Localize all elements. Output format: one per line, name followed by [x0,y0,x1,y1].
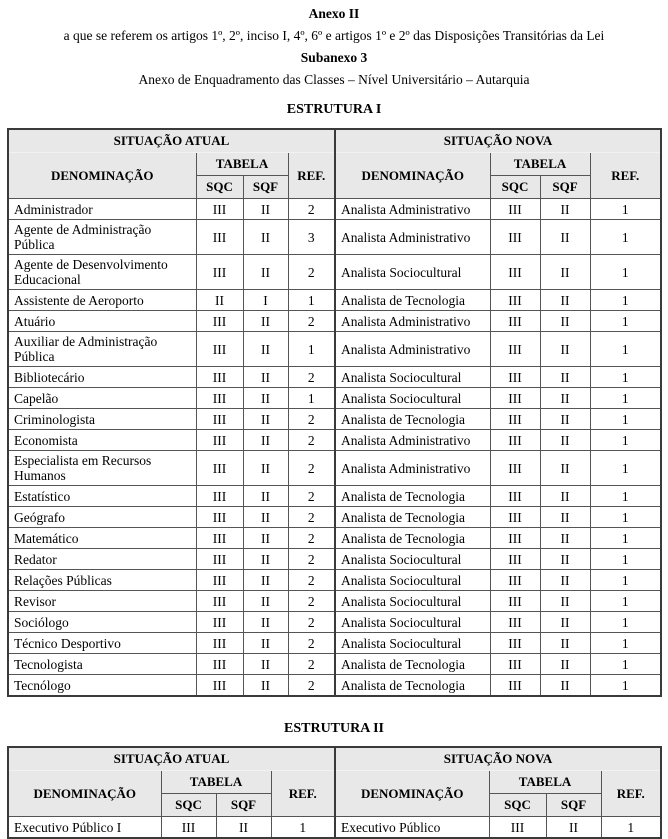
denominacao-cell: Agente de Administração Pública [8,220,196,255]
value-cell: II [243,528,288,549]
column-header-denominacao-atual: DENOMINAÇÃO [8,153,196,199]
value-cell: III [196,451,243,486]
header-situacao-nova: SITUAÇÃO NOVA [335,747,661,771]
table-row [8,591,661,612]
value-cell: 1 [590,199,661,220]
value-cell: 2 [288,486,335,507]
value-cell: 1 [590,332,661,367]
value-cell: II [243,367,288,388]
column-header-tabela-atual: TABELA [196,153,288,176]
value-cell: II [540,549,590,570]
value-cell: II [540,311,590,332]
denominacao-cell: Analista Sociocultural [335,570,490,591]
value-cell: II [243,451,288,486]
value-cell: 1 [590,311,661,332]
value-cell: III [196,367,243,388]
denominacao-cell: Analista Administrativo [335,311,490,332]
denominacao-cell: Analista Administrativo [335,451,490,486]
value-cell: II [540,388,590,409]
value-cell: II [243,507,288,528]
value-cell: 2 [288,633,335,654]
denominacao-cell: Analista Sociocultural [335,612,490,633]
column-header-sqf-nova: SQF [546,794,601,817]
value-cell: 2 [288,654,335,675]
value-cell: 1 [590,290,661,311]
column-header-sqf-atual: SQF [216,794,271,817]
value-cell: III [490,430,540,451]
value-cell: III [196,430,243,451]
table-row [8,486,661,507]
denominacao-cell: Criminologista [8,409,196,430]
value-cell: III [490,507,540,528]
table-row [8,654,661,675]
column-header-sqf-atual: SQF [243,176,288,199]
value-cell: 1 [601,817,661,839]
value-cell: 1 [288,290,335,311]
value-cell: III [490,199,540,220]
table-row [8,430,661,451]
column-header-tabela-atual: TABELA [161,771,271,794]
column-header-sqc-atual: SQC [196,176,243,199]
denominacao-cell: Executivo Público [335,817,489,839]
value-cell: II [540,633,590,654]
table-row [8,290,661,311]
value-cell: II [540,528,590,549]
column-header-denominacao-atual: DENOMINAÇÃO [8,771,161,817]
column-header-sqc-atual: SQC [161,794,216,817]
value-cell: III [490,311,540,332]
denominacao-cell: Analista de Tecnologia [335,528,490,549]
column-header-ref-nova: REF. [590,153,661,199]
value-cell: III [489,817,546,839]
value-cell: 1 [590,675,661,697]
table-row [8,409,661,430]
value-cell: 2 [288,430,335,451]
value-cell: 2 [288,311,335,332]
value-cell: II [540,430,590,451]
denominacao-cell: Economista [8,430,196,451]
value-cell: II [540,612,590,633]
denominacao-cell: Revisor [8,591,196,612]
value-cell: 1 [590,486,661,507]
value-cell: 2 [288,549,335,570]
value-cell: III [490,220,540,255]
value-cell: 2 [288,255,335,290]
denominacao-cell: Especialista em Recursos Humanos [8,451,196,486]
value-cell: III [490,591,540,612]
enquadramento-table-estrutura-i [7,128,662,697]
value-cell: I [243,290,288,311]
value-cell: II [243,255,288,290]
denominacao-cell: Analista Administrativo [335,332,490,367]
value-cell: 3 [288,220,335,255]
column-header-sqf-nova: SQF [540,176,590,199]
table-body [8,817,661,839]
denominacao-cell: Analista Sociocultural [335,591,490,612]
value-cell: III [196,612,243,633]
value-cell: 1 [590,591,661,612]
denominacao-cell: Analista de Tecnologia [335,486,490,507]
page-subtitle: a que se referem os artigos 1º, 2º, inciso I, 4º, 6º e artigos 1º e 2º das Disposições Transitórias da Lei [63,28,605,43]
value-cell: II [540,332,590,367]
value-cell: III [490,549,540,570]
value-cell: 1 [590,255,661,290]
value-cell: 1 [288,388,335,409]
denominacao-cell: Auxiliar de Administração Pública [8,332,196,367]
header-situacao-atual: SITUAÇÃO ATUAL [8,747,335,771]
value-cell: 2 [288,591,335,612]
table-row [8,199,661,220]
column-header-denominacao-nova: DENOMINAÇÃO [335,153,490,199]
denominacao-cell: Tecnólogo [8,675,196,697]
table-row [8,612,661,633]
value-cell: 1 [590,570,661,591]
value-cell: III [490,367,540,388]
denominacao-cell: Tecnologista [8,654,196,675]
value-cell: 2 [288,507,335,528]
value-cell: II [243,675,288,697]
table-row [8,311,661,332]
value-cell: III [196,507,243,528]
section-title-estrutura-i: ESTRUTURA I [286,102,382,117]
denominacao-cell: Técnico Desportivo [8,633,196,654]
table-row [8,332,661,367]
value-cell: 1 [590,409,661,430]
value-cell: III [490,570,540,591]
value-cell: II [540,570,590,591]
value-cell: III [196,675,243,697]
value-cell: III [490,528,540,549]
value-cell: II [540,654,590,675]
value-cell: 1 [590,220,661,255]
denominacao-cell: Executivo Público I [8,817,161,839]
subanexo-title: Subanexo 3 [300,50,368,65]
value-cell: II [243,220,288,255]
denominacao-cell: Bibliotecário [8,367,196,388]
table-row [8,388,661,409]
column-header-tabela-nova: TABELA [489,771,601,794]
enquadramento-table-estrutura-ii [7,746,662,839]
denominacao-cell: Agente de Desenvolvimento Educacional [8,255,196,290]
value-cell: III [196,633,243,654]
value-cell: II [243,486,288,507]
value-cell: 2 [288,528,335,549]
value-cell: II [540,220,590,255]
value-cell: III [196,528,243,549]
table-row [8,255,661,290]
value-cell: II [540,451,590,486]
value-cell: 1 [590,388,661,409]
value-cell: III [196,255,243,290]
column-header-sqc-nova: SQC [490,176,540,199]
header-situacao-nova: SITUAÇÃO NOVA [335,129,661,153]
column-header-denominacao-nova: DENOMINAÇÃO [335,771,489,817]
column-header-tabela-nova: TABELA [490,153,590,176]
denominacao-cell: Analista de Tecnologia [335,290,490,311]
value-cell: 2 [288,675,335,697]
value-cell: III [161,817,216,839]
value-cell: II [243,591,288,612]
table-row [8,549,661,570]
value-cell: II [540,409,590,430]
value-cell: II [243,409,288,430]
denominacao-cell: Analista Administrativo [335,220,490,255]
value-cell: III [490,409,540,430]
value-cell: III [490,255,540,290]
value-cell: II [540,507,590,528]
table-row [8,367,661,388]
value-cell: III [490,486,540,507]
table-body [8,199,661,697]
value-cell: 2 [288,570,335,591]
value-cell: II [540,199,590,220]
value-cell: II [540,675,590,697]
value-cell: II [216,817,271,839]
value-cell: II [243,388,288,409]
value-cell: III [490,290,540,311]
value-cell: 1 [590,612,661,633]
value-cell: II [546,817,601,839]
value-cell: 2 [288,451,335,486]
value-cell: 1 [590,528,661,549]
value-cell: 2 [288,409,335,430]
value-cell: III [196,311,243,332]
denominacao-cell: Matemático [8,528,196,549]
table-row [8,817,661,839]
denominacao-cell: Atuário [8,311,196,332]
value-cell: III [196,654,243,675]
table-row [8,507,661,528]
value-cell: II [196,290,243,311]
denominacao-cell: Analista de Tecnologia [335,675,490,697]
table-row [8,570,661,591]
table-header [8,747,661,817]
table-row [8,451,661,486]
page-title: Anexo II [308,6,360,21]
value-cell: II [243,430,288,451]
value-cell: III [196,591,243,612]
denominacao-cell: Administrador [8,199,196,220]
column-header-sqc-nova: SQC [489,794,546,817]
denominacao-cell: Analista Sociocultural [335,549,490,570]
value-cell: III [490,388,540,409]
value-cell: 1 [288,332,335,367]
value-cell: III [490,612,540,633]
value-cell: III [196,332,243,367]
value-cell: 1 [590,507,661,528]
denominacao-cell: Assistente de Aeroporto [8,290,196,311]
table-row [8,528,661,549]
value-cell: III [490,675,540,697]
value-cell: III [196,549,243,570]
value-cell: III [196,409,243,430]
value-cell: 2 [288,199,335,220]
value-cell: III [490,633,540,654]
value-cell: 1 [590,430,661,451]
value-cell: II [540,486,590,507]
value-cell: II [243,549,288,570]
subanexo-description: Anexo de Enquadramento das Classes – Nível Universitário – Autarquia [138,72,530,87]
value-cell: 2 [288,612,335,633]
value-cell: II [243,199,288,220]
column-header-ref-atual: REF. [288,153,335,199]
denominacao-cell: Analista de Tecnologia [335,409,490,430]
value-cell: III [196,570,243,591]
value-cell: III [490,332,540,367]
value-cell: 1 [590,549,661,570]
denominacao-cell: Estatístico [8,486,196,507]
value-cell: III [196,220,243,255]
column-header-ref-nova: REF. [601,771,661,817]
denominacao-cell: Analista Administrativo [335,430,490,451]
denominacao-cell: Analista de Tecnologia [335,654,490,675]
value-cell: II [243,654,288,675]
denominacao-cell: Analista Administrativo [335,199,490,220]
denominacao-cell: Geógrafo [8,507,196,528]
denominacao-cell: Analista Sociocultural [335,388,490,409]
value-cell: II [540,591,590,612]
denominacao-cell: Analista de Tecnologia [335,507,490,528]
value-cell: 1 [590,633,661,654]
denominacao-cell: Analista Sociocultural [335,255,490,290]
value-cell: II [243,612,288,633]
value-cell: III [196,486,243,507]
table-row [8,675,661,697]
table-header [8,129,661,199]
denominacao-cell: Capelão [8,388,196,409]
value-cell: II [243,332,288,367]
value-cell: III [490,451,540,486]
value-cell: II [540,290,590,311]
value-cell: III [196,199,243,220]
denominacao-cell: Analista Sociocultural [335,367,490,388]
value-cell: II [540,367,590,388]
header-situacao-atual: SITUAÇÃO ATUAL [8,129,335,153]
value-cell: 1 [271,817,335,839]
section-title-estrutura-ii: ESTRUTURA II [284,721,384,736]
value-cell: II [243,311,288,332]
denominacao-cell: Redator [8,549,196,570]
denominacao-cell: Sociólogo [8,612,196,633]
denominacao-cell: Analista Sociocultural [335,633,490,654]
table-row [8,220,661,255]
value-cell: 1 [590,451,661,486]
value-cell: III [490,654,540,675]
denominacao-cell: Relações Públicas [8,570,196,591]
value-cell: 1 [590,367,661,388]
value-cell: 2 [288,367,335,388]
value-cell: II [243,570,288,591]
column-header-ref-atual: REF. [271,771,335,817]
value-cell: III [196,388,243,409]
value-cell: II [243,633,288,654]
value-cell: 1 [590,654,661,675]
table-row [8,633,661,654]
value-cell: II [540,255,590,290]
